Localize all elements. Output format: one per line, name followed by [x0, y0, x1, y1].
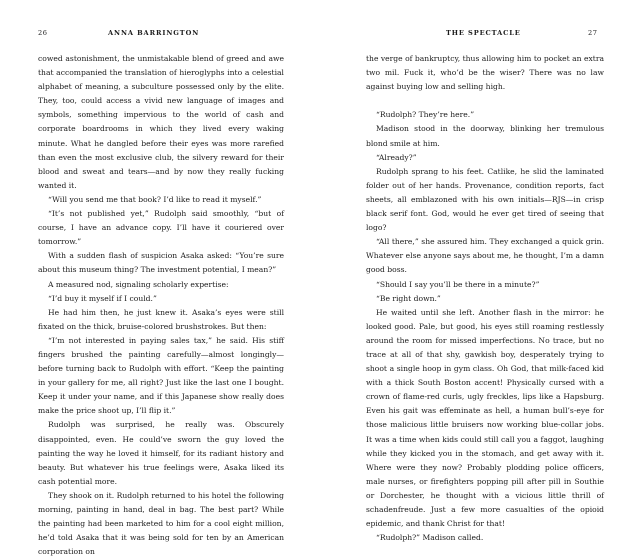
paragraph: He waited until she left. Another flash in the mirror: he looked good. Pale, but good, his eyes still roaming restlessly around the room for missed imperfections. No trace, but no trace at all of that shy, gawkish boy, desperately trying to shoot a single hoop in gym class. Oh God, that milk-faced kid with a thick South Boston accent! Physically cursed with a crown of flame-red curls, ugly freckles, lips like a Hapsburg. Even his gait was effeminate as hell, a human bull’s-eye for those malicious little bruisers now working blue-collar jobs. It was a time when kids could still call you a faggot, laughing while they kicked you in the stomach, and get away with it. Where were they now? Probably plodding police officers, male nurses, or firefighters popping pill after pill in Southie or Dorchester, he thought with a vicious little thrill of schadenfreude. Just a few more casualties of the opioid epidemic, and thank Christ for that! — [366, 307, 604, 529]
paragraph: “I’d buy it myself if I could.” — [48, 293, 157, 303]
paragraph: He had him then, he just knew it. Asaka’s eyes were still fixated on the thick, bruise-colored brushstrokes. But then: — [38, 307, 284, 331]
paragraph: Rudolph was surprised, he really was. Obscurely disappointed, even. He could’ve sworn the guy loved the painting the way he loved it himself, for its radiant history and beauty. But whatever his true feelings were, Asaka liked its cash potential more. — [38, 420, 284, 486]
right-page — [320, 0, 640, 543]
paragraph: “Rudolph?” Madison called. — [376, 533, 484, 543]
paragraph: “Should I say you’ll be there in a minute?” — [376, 279, 540, 289]
right-running-head: THE SPECTACLE — [446, 29, 521, 37]
paragraph: “All there,” she assured him. They exchanged a quick grin. Whatever else anyone says about me, he thought, I’m a damn good boss. — [366, 237, 604, 275]
paragraph: They shook on it. Rudolph returned to his hotel the following morning, painting in hand, deal in bag. The best part? While the painting had been marketed to him for a cool eight million, he’d told Asaka that it was being sold for ten by an American corporation on — [38, 490, 284, 557]
paragraph: “Will you send me that book? I’d like to read it myself.” — [48, 194, 262, 204]
paragraph: A measured nod, signaling scholarly expertise: — [48, 279, 229, 289]
right-page-number: 27 — [588, 29, 598, 37]
paragraph: cowed astonishment, the unmistakable blend of greed and awe that accompanied the translation of hieroglyphs into a celestial alphabet of meaning, a subculture possessed only by the elite. They, too, could access a vivid new language of images and symbols, something impervious to the world of cash and corporate boardrooms in which they lived every waking minute. What he dangled before their eyes was more rarefied than even the most exclusive club, the silvery reward for their blood and sweat and tears—and by now they really fucking wanted it. — [38, 54, 284, 190]
left-page-number: 26 — [38, 29, 48, 37]
paragraph: Rudolph sprang to his feet. Catlike, he slid the laminated folder out of her hands. Provenance, condition reports, fact sheets, all emblazoned with his own initials—RJS—in crisp black serif font. God, would he ever get tired of seeing that logo? — [366, 166, 604, 233]
left-running-head: ANNA BARRINGTON — [108, 29, 200, 37]
paragraph: Madison stood in the doorway, blinking her tremulous blond smile at him. — [366, 124, 604, 148]
left-page — [0, 0, 320, 557]
paragraph: “I’m not interested in paying sales tax,” he said. His stiff fingers brushed the painting carefully—almost longingly—before turning back to Rudolph with effort. “Keep the painting in your gallery for me, all right? Just like the last one I bought. Keep it under your name, and if this Japanese show really does make the price shoot up, I’ll flip it.” — [38, 335, 284, 416]
paragraph: “Already?” — [376, 152, 417, 162]
paragraph: With a sudden flash of suspicion Asaka asked: “You’re sure about this museum thing? The investment potential, I mean?” — [38, 251, 284, 275]
paragraph: “Rudolph? They’re here.” — [376, 110, 475, 120]
paragraph: the verge of bankruptcy, thus allowing him to pocket an extra two mil. Fuck it, who’d be the wiser? There was no law against buying low and selling high. — [366, 54, 604, 92]
paragraph: “It’s not published yet,” Rudolph said smoothly, “but of course, I have an advance copy. I’ll have it couriered over tomorrow.” — [38, 209, 284, 247]
paragraph: “Be right down.” — [376, 293, 441, 303]
right-body-text — [366, 52, 604, 545]
left-body-text — [38, 52, 284, 559]
